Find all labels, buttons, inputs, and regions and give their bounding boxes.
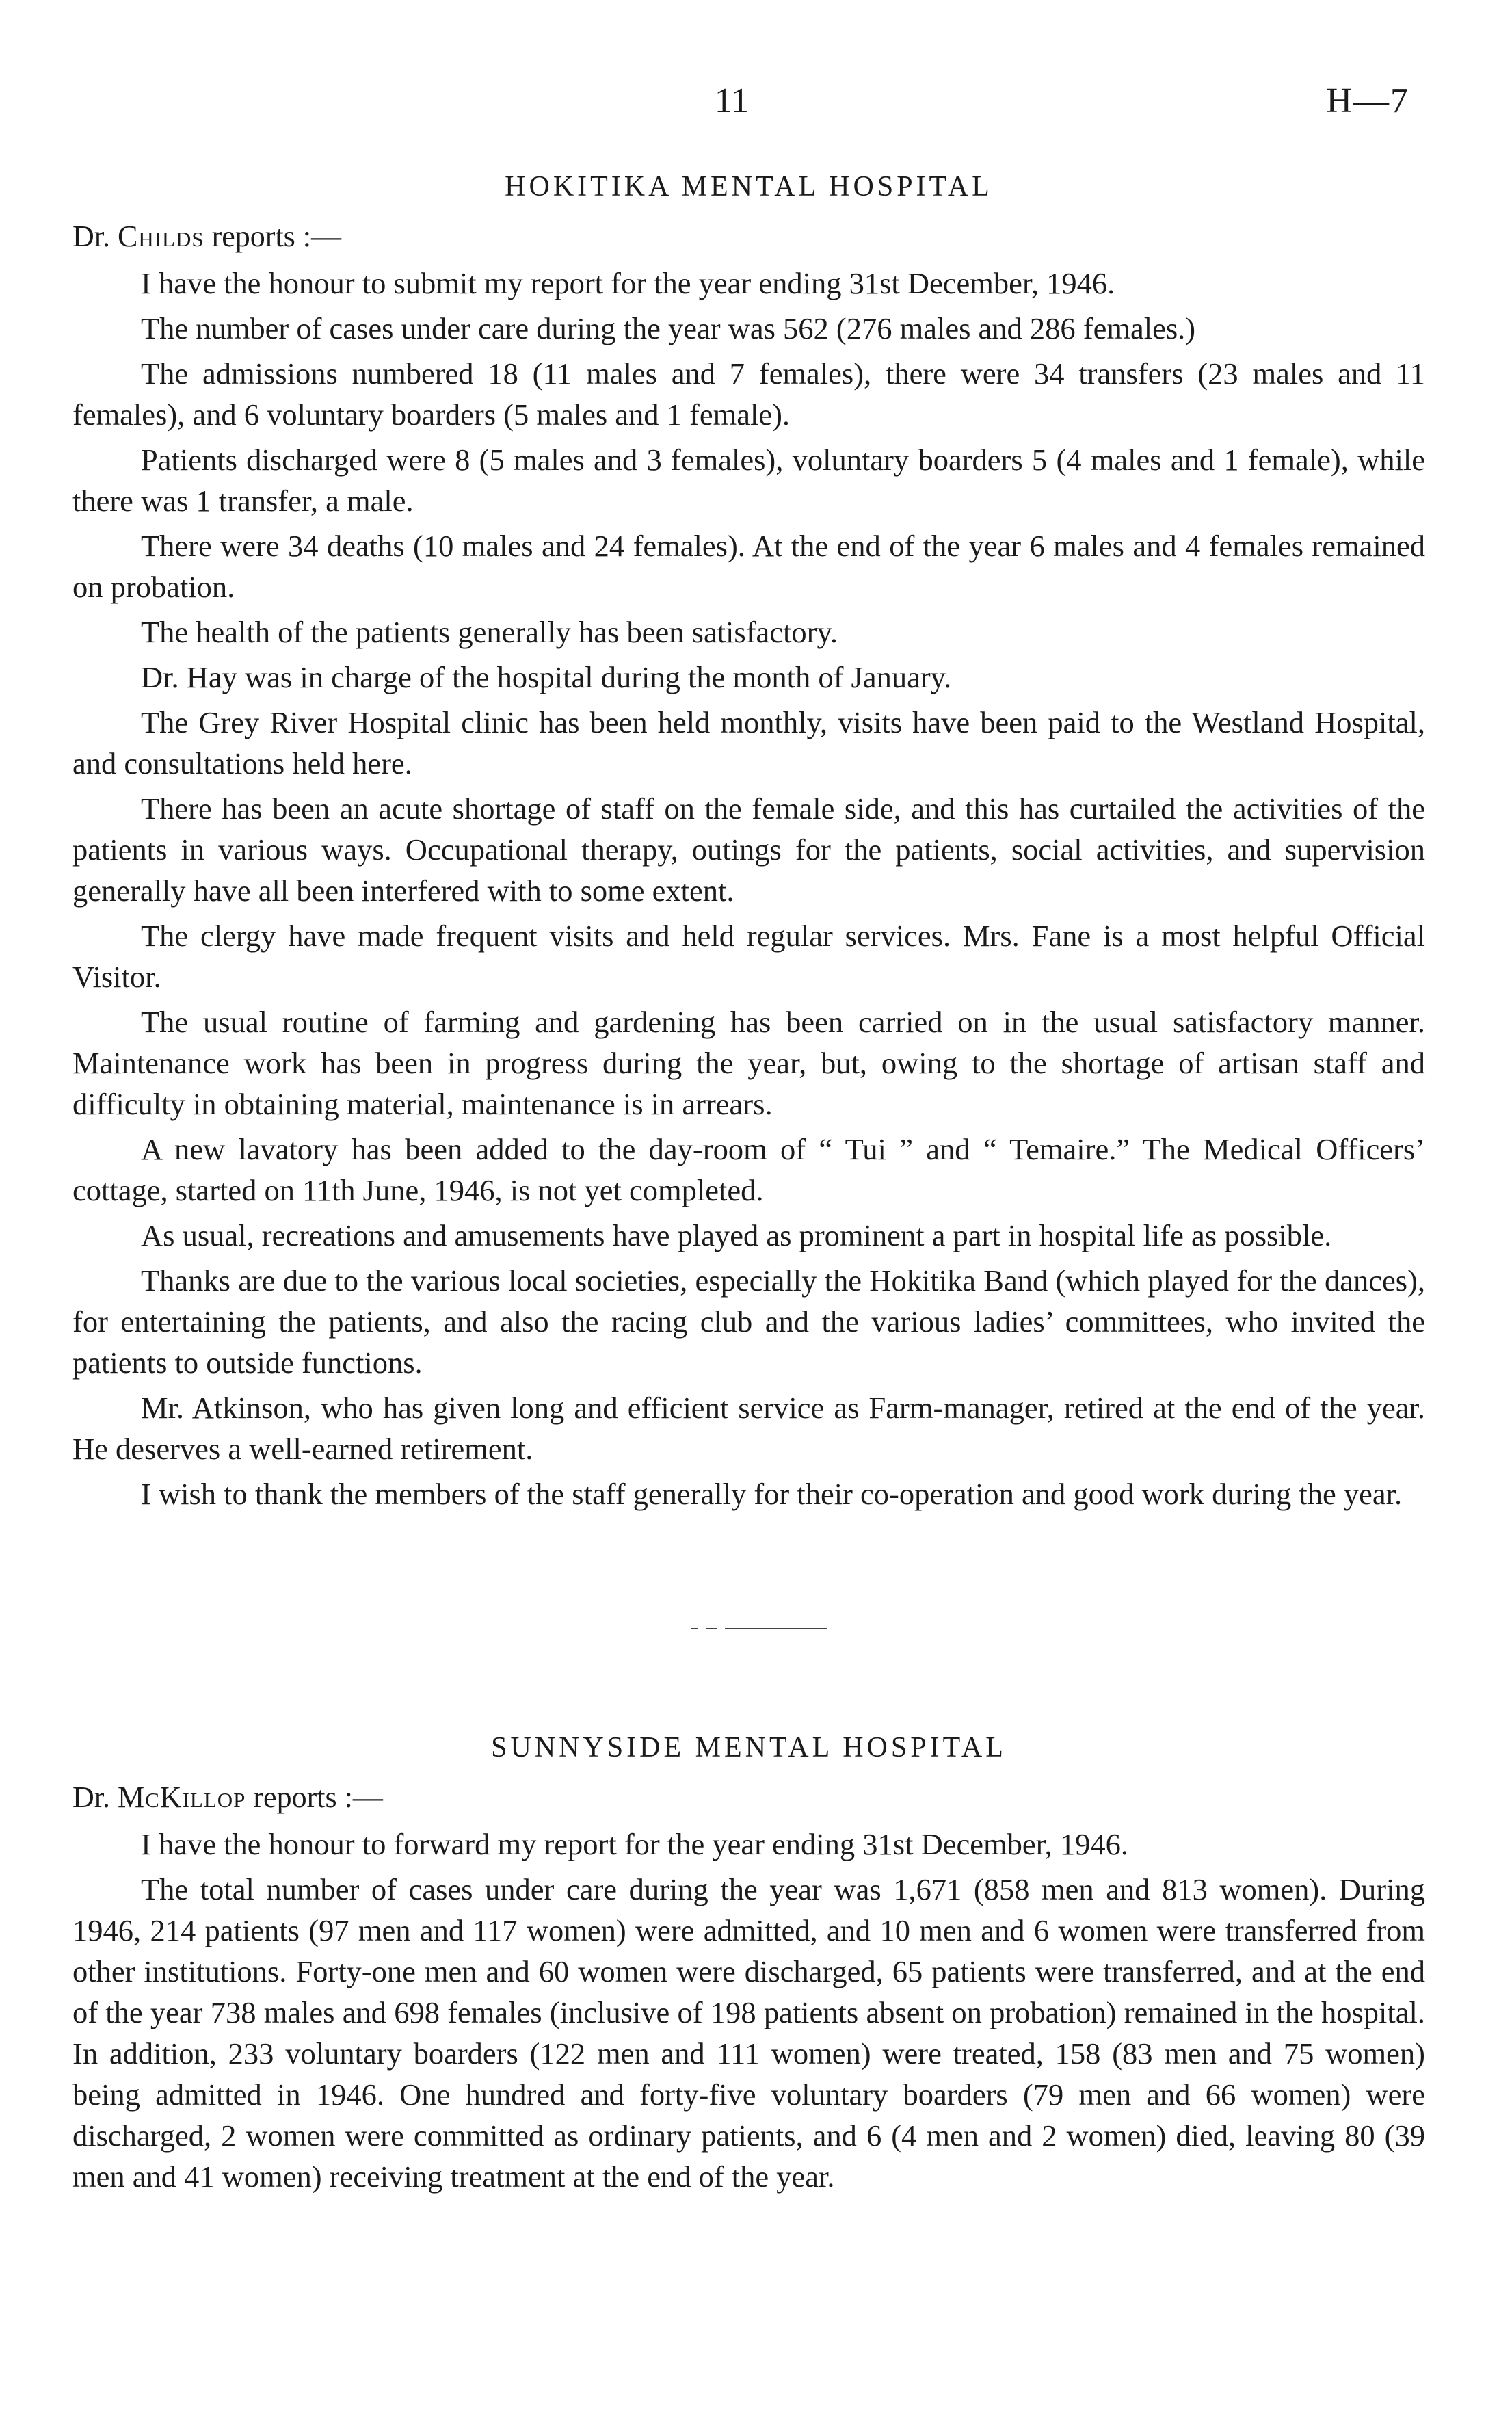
section-title: HOKITIKA MENTAL HOSPITAL bbox=[505, 171, 993, 202]
paragraph: I wish to thank the members of the staff generally for their co-operation and good work during the year. bbox=[141, 1477, 1403, 1511]
reporter-prefix: Dr. bbox=[72, 220, 110, 253]
reporter-name: McKillop bbox=[118, 1780, 246, 1814]
paragraph: Dr. Hay was in charge of the hospital during the month of January. bbox=[141, 660, 952, 694]
paragraph: The number of cases under care during the year was 562 (276 males and 286 females.) bbox=[141, 311, 1196, 345]
paragraph: Thanks are due to the various local societies, especially the Hokitika Band (which played for the dances), for entertaining the patients, and also the racing club and the various ladies’ committees, who invited the patients to outside functions. bbox=[72, 1263, 1425, 1380]
reporter-line bbox=[72, 1776, 1425, 1819]
page-number: 11 bbox=[714, 81, 750, 120]
paragraph: As usual, recreations and amusements have played as prominent a part in hospital life as possible. bbox=[141, 1218, 1332, 1252]
section-sunnyside bbox=[72, 1724, 1425, 2197]
paragraph: The total number of cases under care during the year was 1,671 (858 men and 813 women). During 1946, 214 patients (97 men and 117 women) were admitted, and 10 men and 6 women were transferred from other institutions. Forty-one men and 60 women were discharged, 65 patients were transferred, and at the end of the year 738 males and 698 females (inclusive of 198 patients absent on probation) remained in the hospital. In addition, 233 voluntary boarders (122 men and 111 women) were treated, 158 (83 men and 75 women) being admitted in 1946. One hundred and forty-five voluntary boarders (79 men and 66 women) were discharged, 2 women were committed as ordinary patients, and 6 (4 men and 2 women) died, leaving 80 (39 men and 41 women) receiving treatment at the end of the year. bbox=[72, 1872, 1425, 2194]
paragraph: Mr. Atkinson, who has given long and efficient service as Farm-manager, retired at the end of the year. He deserves a well-earned retirement. bbox=[72, 1391, 1425, 1466]
paragraph: A new lavatory has been added to the day-room of “ Tui ” and “ Temaire.” The Medical Officers’ cottage, started on 11th June, 1946, is not yet completed. bbox=[72, 1132, 1425, 1207]
reporter-name: Childs bbox=[118, 220, 204, 253]
reporter-suffix: reports :— bbox=[253, 1780, 383, 1814]
paragraph: There were 34 deaths (10 males and 24 females). At the end of the year 6 males and 4 females remained on probation. bbox=[72, 529, 1425, 604]
paragraph: The usual routine of farming and gardening has been carried on in the usual satisfactory manner. Maintenance work has been in progress during the year, but, owing to the shortage of artisan staff and difficulty in obtaining material, maintenance is in arrears. bbox=[72, 1005, 1425, 1121]
reporter-suffix: reports :— bbox=[211, 220, 342, 253]
reporter-prefix: Dr. bbox=[72, 1780, 110, 1814]
paragraph: The Grey River Hospital clinic has been held monthly, visits have been paid to the Westland Hospital, and consultations held here. bbox=[72, 705, 1425, 780]
section-divider bbox=[691, 1628, 827, 1632]
reporter-line bbox=[72, 215, 1425, 259]
paragraph: I have the honour to submit my report for the year ending 31st December, 1946. bbox=[141, 266, 1115, 300]
paragraph: I have the honour to forward my report for the year ending 31st December, 1946. bbox=[141, 1827, 1128, 1861]
paragraph: The clergy have made frequent visits and held regular services. Mrs. Fane is a most helpful Official Visitor. bbox=[72, 919, 1425, 994]
paragraph: Patients discharged were 8 (5 males and 3 females), voluntary boarders 5 (4 males and 1 female), while there was 1 transfer, a male. bbox=[72, 443, 1425, 518]
running-head bbox=[0, 74, 1512, 129]
paragraph: There has been an acute shortage of staff on the female side, and this has curtailed the activities of the patients in various ways. Occupational therapy, outings for the patients, social activities, and supervision generally have all been interfered with to some extent. bbox=[72, 791, 1425, 908]
paragraph: The health of the patients generally has been satisfactory. bbox=[141, 615, 838, 649]
paragraph: The admissions numbered 18 (11 males and 7 females), there were 34 transfers (23 males and 11 females), and 6 voluntary boarders (5 males and 1 female). bbox=[72, 356, 1425, 432]
section-title: SUNNYSIDE MENTAL HOSPITAL bbox=[491, 1732, 1007, 1763]
series-code: H—7 bbox=[1326, 81, 1409, 120]
section-hokitika bbox=[72, 163, 1425, 1514]
